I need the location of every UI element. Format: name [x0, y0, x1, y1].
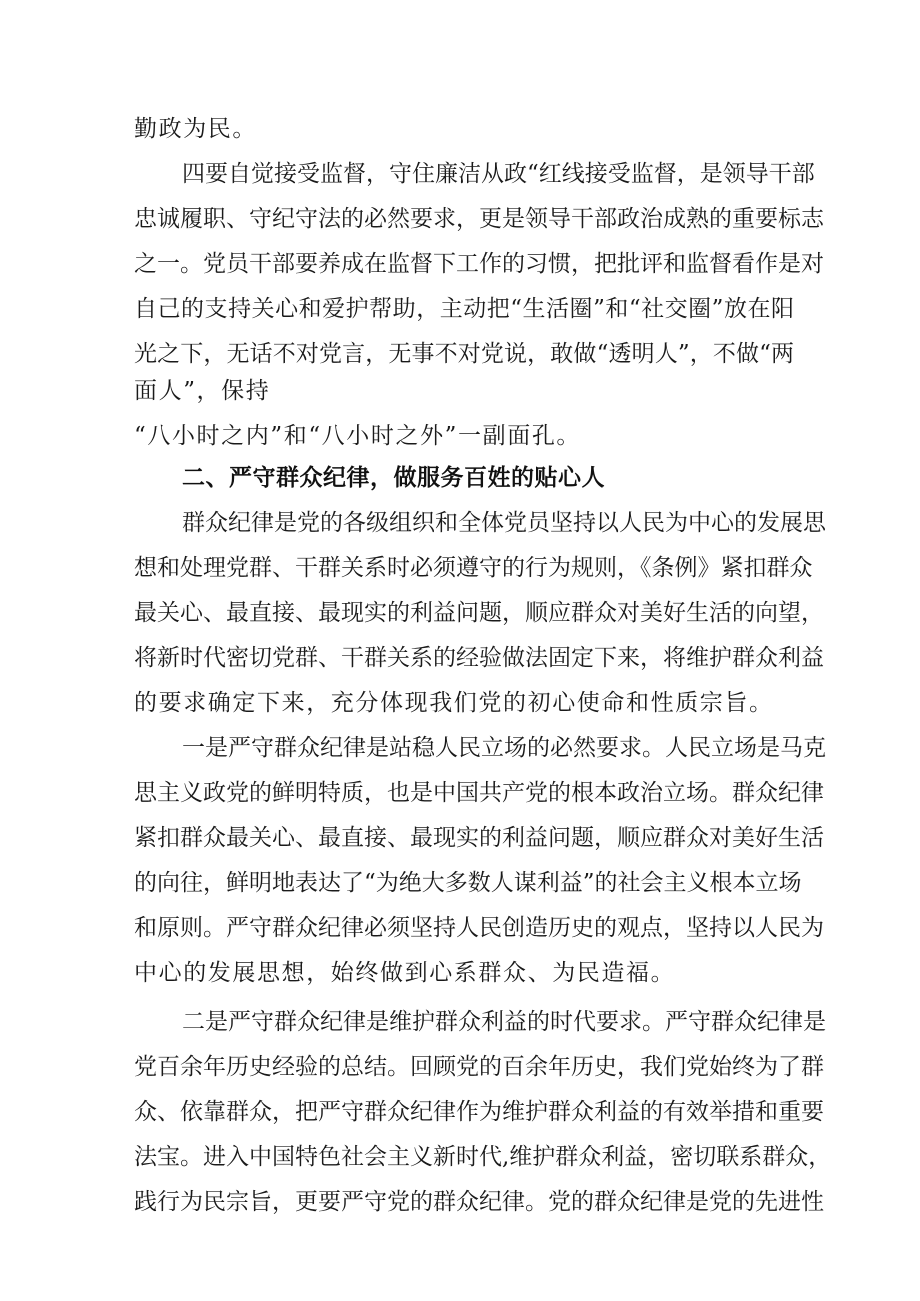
- text-line: 忠诚履职、守纪守法的必然要求，更是领导干部政治成熟的重要标志: [134, 206, 824, 232]
- text-line: 中心的发展思想，始终做到心系群众、为民造福。: [134, 960, 676, 986]
- text-line: 自己的支持关心和爱护帮助，主动把“生活圈”和“社交圈”放在阳: [134, 296, 794, 322]
- text-line: 众、依靠群众，把严守群众纪律作为维护群众利益的有效举措和重要: [134, 1099, 824, 1125]
- text-line: “八小时之内”和“八小时之外”一副面孔。: [134, 423, 582, 449]
- text-line: 将新时代密切党群、干群关系的经验做法固定下来，将维护群众利益: [134, 645, 824, 671]
- paragraph-first-line: 一是严守群众纪律是站稳人民立场的必然要求。人民立场是马克: [182, 735, 826, 761]
- text-line: 思主义政党的鲜明特质，也是中国共产党的根本政治立场。群众纪律: [134, 780, 824, 806]
- text-line: 紧扣群众最关心、最直接、最现实的利益问题，顺应群众对美好生活: [134, 825, 824, 851]
- text-line: 想和处理党群、干群关系时必须遵守的行为规则，《条例》紧扣群众: [134, 555, 813, 581]
- text-line: 的要求确定下来，充分体现我们党的初心使命和性质宗旨。: [134, 690, 774, 716]
- text-line: 践行为民宗旨，更要严守党的群众纪律。党的群众纪律是党的先进性: [134, 1189, 824, 1215]
- text-line: 和原则。严守群众纪律必须坚持人民创造历史的观点，坚持以人民为: [134, 915, 824, 941]
- text-line: 最关心、最直接、最现实的利益问题，顺应群众对美好生活的向望，: [134, 600, 824, 626]
- text-line: 法宝。进入中国特色社会主义新时代,维护群众利益，密切联系群众，: [134, 1144, 832, 1170]
- paragraph-first-line: 群众纪律是党的各级组织和全体党员坚持以人民为中心的发展思: [182, 510, 826, 536]
- text-line: 的向往，鲜明地表达了“为绝大多数人谋利益”的社会主义根本立场: [134, 870, 802, 896]
- section-heading: 二、严守群众纪律，做服务百姓的贴心人: [182, 465, 605, 491]
- text-line: 光之下，无话不对党言，无事不对党说，敢做“透明人”，不做“两: [134, 341, 794, 367]
- paragraph-first-line: 二是严守群众纪律是维护群众利益的时代要求。严守群众纪律是: [182, 1009, 826, 1035]
- text-line: 党百余年历史经验的总结。回顾党的百余年历史，我们党始终为了群: [134, 1054, 824, 1080]
- paragraph-first-line: 四要自觉接受监督，守住廉洁从政“红线接受监督，是领导干部: [182, 161, 815, 187]
- text-line: 之一。党员干部要养成在监督下工作的习惯，把批评和监督看作是对: [134, 251, 824, 277]
- text-line: 面人”，保持: [134, 378, 271, 404]
- text-line: 勤政为民。: [134, 116, 257, 142]
